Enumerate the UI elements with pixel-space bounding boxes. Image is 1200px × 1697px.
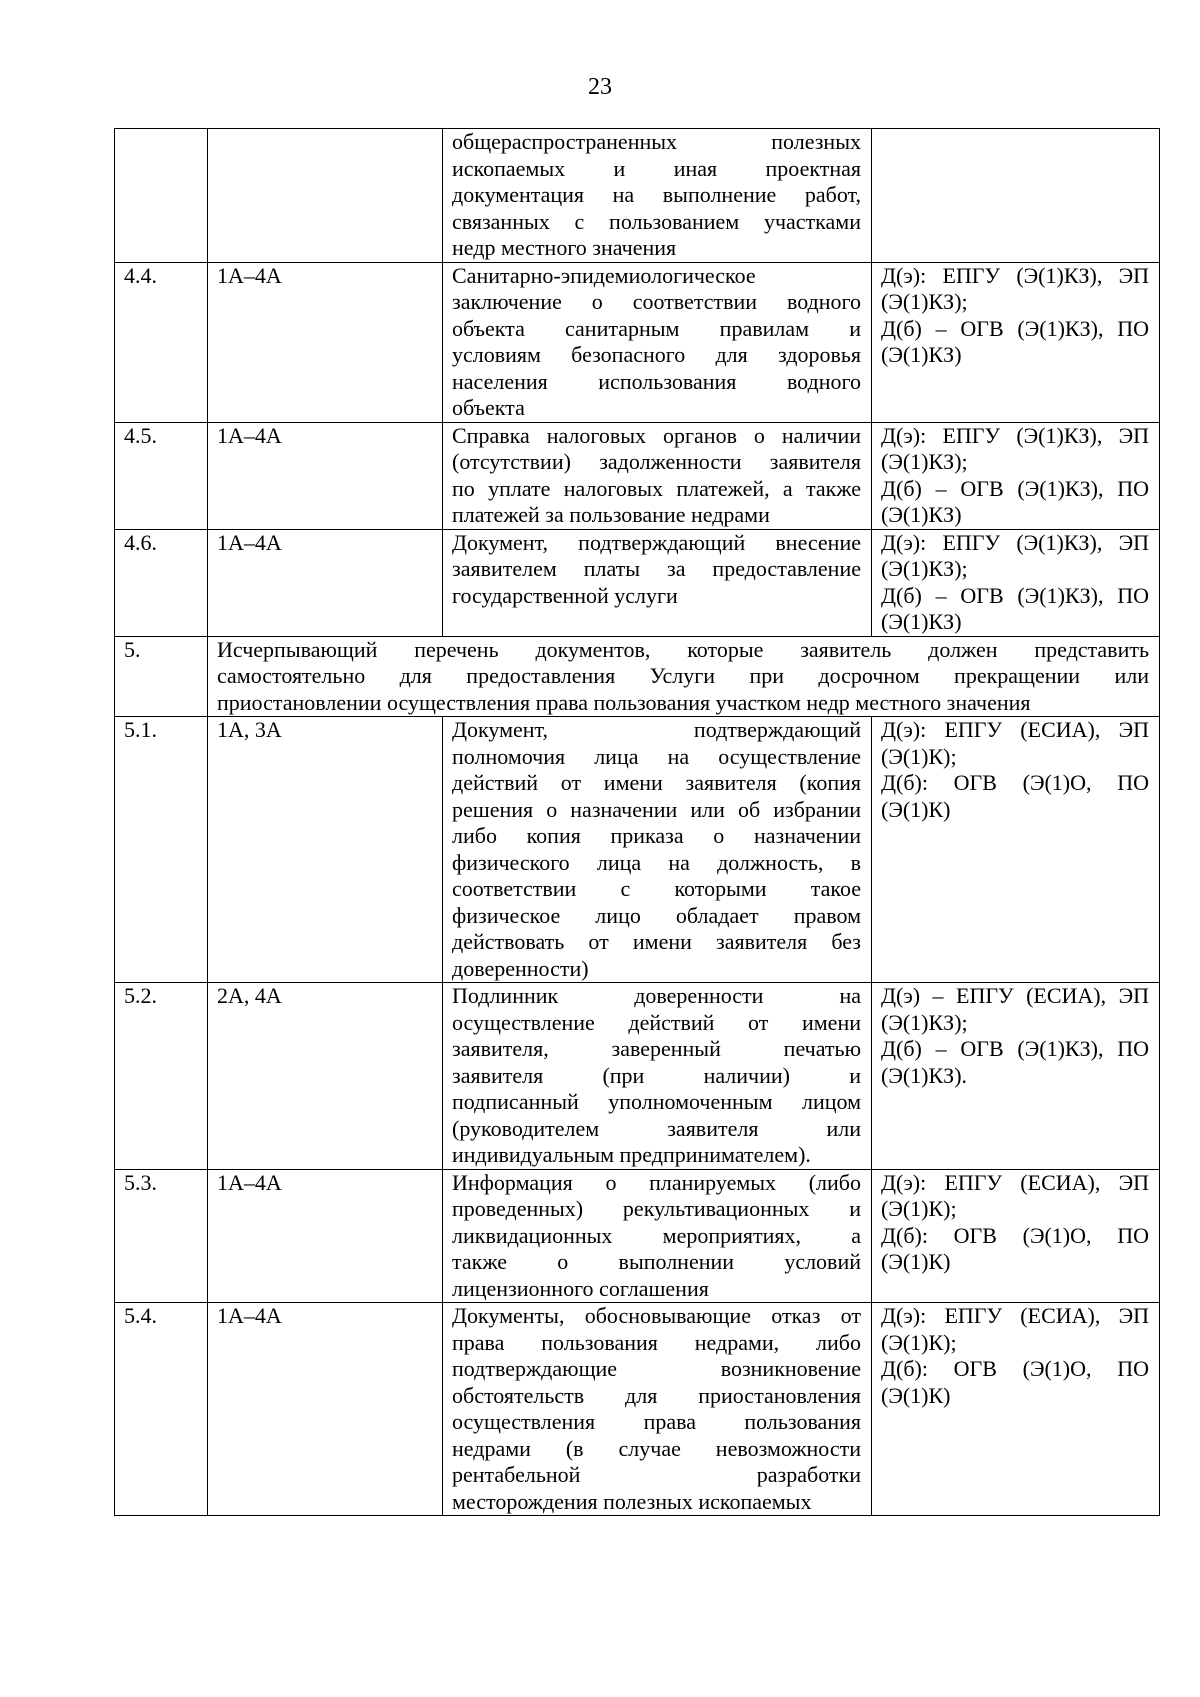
submission-method-line: Д(б) – ОГВ (Э(1)КЗ), ПО bbox=[881, 315, 1149, 341]
document-name-line: индивидуальным предпринимателем). bbox=[452, 1142, 811, 1167]
applicant-category-cell: 1А–4А bbox=[208, 1303, 443, 1516]
row-number-cell bbox=[115, 129, 208, 263]
applicant-category-cell: 1А–4А bbox=[208, 1169, 443, 1303]
document-name-line: недрами (в случае невозможности bbox=[452, 1435, 861, 1461]
section-header-row bbox=[115, 636, 1160, 717]
table-row bbox=[115, 529, 1160, 636]
document-name-line: Информация о планируемых (либо bbox=[452, 1169, 861, 1195]
submission-method-cell bbox=[872, 717, 1160, 983]
section-title-line: приостановлении осуществления права пользования участком недр местного значения bbox=[217, 689, 1031, 715]
document-name-line: рентабельной разработки bbox=[452, 1462, 861, 1487]
document-name-line: действий от имени заявителя (копия bbox=[452, 770, 861, 795]
document-name-line: Документы, обосновывающие отказ от bbox=[452, 1303, 861, 1328]
submission-method-cell bbox=[872, 262, 1160, 422]
submission-method-line: (Э(1)КЗ); bbox=[881, 556, 968, 581]
table-row bbox=[115, 1303, 1160, 1516]
row-number-cell: 4.4. bbox=[115, 262, 208, 422]
document-name-line: физическое лицо обладает правом bbox=[452, 902, 861, 928]
document-name-line: по уплате налоговых платежей, а также bbox=[452, 475, 861, 501]
submission-method-cell bbox=[872, 529, 1160, 636]
applicant-category-cell: 1А–4А bbox=[208, 262, 443, 422]
section-title-cell bbox=[208, 636, 1160, 717]
submission-method-line: (Э(1)КЗ); bbox=[881, 449, 968, 474]
document-name-line: обстоятельств для приостановления bbox=[452, 1382, 861, 1408]
row-number-cell: 5.1. bbox=[115, 717, 208, 983]
document-name-cell bbox=[443, 129, 872, 263]
applicant-category-cell bbox=[208, 129, 443, 263]
submission-method-line: Д(б): ОГВ (Э(1)О, ПО bbox=[881, 1356, 1149, 1381]
section-title-line: Исчерпывающий перечень документов, которые заявитель должен представить bbox=[217, 636, 1149, 662]
applicant-category-cell: 2А, 4А bbox=[208, 983, 443, 1170]
applicant-category-cell: 1А–4А bbox=[208, 422, 443, 529]
document-name-line: Санитарно-эпидемиологическое bbox=[452, 262, 756, 288]
table-row bbox=[115, 717, 1160, 983]
document-name-line: соответствии с которыми такое bbox=[452, 876, 861, 901]
document-name-line: осуществление действий от имени bbox=[452, 1009, 861, 1035]
submission-method-line: (Э(1)К) bbox=[881, 1382, 951, 1408]
document-name-cell bbox=[443, 1169, 872, 1303]
document-name-line: полномочия лица на осуществление bbox=[452, 743, 861, 769]
documents-table bbox=[114, 128, 1160, 1516]
submission-method-line: (Э(1)КЗ); bbox=[881, 1009, 968, 1035]
row-number-cell: 5.4. bbox=[115, 1303, 208, 1516]
submission-method-line: (Э(1)КЗ) bbox=[881, 342, 962, 367]
document-name-cell bbox=[443, 983, 872, 1170]
document-name-cell bbox=[443, 529, 872, 636]
document-name-line: платежей за пользование недрами bbox=[452, 502, 770, 527]
submission-method-line: Д(э): ЕПГУ (Э(1)КЗ), ЭП bbox=[881, 529, 1149, 555]
document-name-line: заявителя (при наличии) и bbox=[452, 1062, 861, 1088]
document-name-line: Документ, подтверждающий внесение bbox=[452, 529, 861, 555]
submission-method-line: (Э(1)К); bbox=[881, 1329, 957, 1355]
submission-method-line: Д(б): ОГВ (Э(1)О, ПО bbox=[881, 1222, 1149, 1248]
document-name-line: Справка налоговых органов о наличии bbox=[452, 422, 861, 448]
document-name-line: ископаемых и иная проектная bbox=[452, 155, 861, 181]
document-name-line: недр местного значения bbox=[452, 235, 677, 260]
row-number-cell: 5.3. bbox=[115, 1169, 208, 1303]
submission-method-line: Д(э): ЕПГУ (ЕСИА), ЭП bbox=[881, 717, 1149, 742]
document-name-line: общераспространенных полезных bbox=[452, 129, 861, 154]
submission-method-line: Д(э): ЕПГУ (Э(1)КЗ), ЭП bbox=[881, 422, 1149, 448]
document-name-line: государственной услуги bbox=[452, 582, 678, 608]
document-name-line: Подлинник доверенности на bbox=[452, 983, 861, 1008]
document-name-line: лицензионного соглашения bbox=[452, 1275, 709, 1301]
submission-method-cell bbox=[872, 1303, 1160, 1516]
document-name-line: подтверждающие возникновение bbox=[452, 1356, 861, 1381]
submission-method-line: Д(б) – ОГВ (Э(1)КЗ), ПО bbox=[881, 1036, 1149, 1061]
submission-method-line: (Э(1)К) bbox=[881, 796, 951, 822]
submission-method-cell bbox=[872, 422, 1160, 529]
document-name-line: месторождения полезных ископаемых bbox=[452, 1488, 812, 1514]
document-name-line: также о выполнении условий bbox=[452, 1249, 861, 1274]
document-name-cell bbox=[443, 717, 872, 983]
document-name-line: документация на выполнение работ, bbox=[452, 182, 861, 207]
document-name-line: связанных с пользованием участками bbox=[452, 208, 861, 234]
applicant-category-cell: 1А, 3А bbox=[208, 717, 443, 983]
document-name-line: доверенности) bbox=[452, 955, 589, 981]
table-row bbox=[115, 1169, 1160, 1303]
document-name-line: Документ, подтверждающий bbox=[452, 717, 861, 742]
submission-method-line: Д(б): ОГВ (Э(1)О, ПО bbox=[881, 770, 1149, 795]
document-name-line: условиям безопасного для здоровья bbox=[452, 342, 861, 367]
document-name-line: (руководителем заявителя или bbox=[452, 1115, 861, 1141]
document-name-cell bbox=[443, 422, 872, 529]
document-name-line: заявителем платы за предоставление bbox=[452, 556, 861, 581]
row-number-cell: 5. bbox=[115, 636, 208, 717]
submission-method-line: Д(б) – ОГВ (Э(1)КЗ), ПО bbox=[881, 475, 1149, 501]
document-name-line: населения использования водного bbox=[452, 368, 861, 394]
row-number-cell: 4.5. bbox=[115, 422, 208, 529]
document-name-line: заявителя, заверенный печатью bbox=[452, 1036, 861, 1061]
submission-method-cell bbox=[872, 983, 1160, 1170]
submission-method-line: Д(э) – ЕПГУ (ЕСИА), ЭП bbox=[881, 983, 1149, 1008]
row-number-cell: 5.2. bbox=[115, 983, 208, 1170]
document-name-line: объекта санитарным правилам и bbox=[452, 315, 861, 341]
submission-method-line: Д(э): ЕПГУ (ЕСИА), ЭП bbox=[881, 1169, 1149, 1195]
document-name-line: решения о назначении или об избрании bbox=[452, 796, 861, 822]
document-name-line: осуществления права пользования bbox=[452, 1409, 861, 1434]
submission-method-line: Д(б) – ОГВ (Э(1)КЗ), ПО bbox=[881, 582, 1149, 608]
table-row bbox=[115, 129, 1160, 263]
table-row bbox=[115, 262, 1160, 422]
submission-method-cell bbox=[872, 1169, 1160, 1303]
submission-method-line: (Э(1)К); bbox=[881, 743, 957, 769]
row-number-cell: 4.6. bbox=[115, 529, 208, 636]
table-row bbox=[115, 983, 1160, 1170]
applicant-category-cell: 1А–4А bbox=[208, 529, 443, 636]
submission-method-line: Д(э): ЕПГУ (Э(1)КЗ), ЭП bbox=[881, 262, 1149, 288]
submission-method-line: Д(э): ЕПГУ (ЕСИА), ЭП bbox=[881, 1303, 1149, 1328]
submission-method-cell bbox=[872, 129, 1160, 263]
document-name-line: действовать от имени заявителя без bbox=[452, 929, 861, 954]
document-name-line: либо копия приказа о назначении bbox=[452, 823, 861, 848]
submission-method-line: (Э(1)КЗ). bbox=[881, 1062, 968, 1088]
document-name-line: физического лица на должность, в bbox=[452, 849, 861, 875]
section-title-line: самостоятельно для предоставления Услуги при досрочном прекращении или bbox=[217, 663, 1149, 688]
document-name-line: ликвидационных мероприятиях, а bbox=[452, 1222, 861, 1248]
document-name-cell bbox=[443, 1303, 872, 1516]
document-name-cell bbox=[443, 262, 872, 422]
submission-method-line: (Э(1)КЗ) bbox=[881, 609, 962, 634]
table-row bbox=[115, 422, 1160, 529]
document-name-line: заключение о соответствии водного bbox=[452, 289, 861, 314]
table-body bbox=[115, 129, 1160, 1516]
submission-method-line: (Э(1)К); bbox=[881, 1196, 957, 1221]
document-name-line: права пользования недрами, либо bbox=[452, 1329, 861, 1355]
page-number: 23 bbox=[588, 74, 612, 100]
submission-method-line: (Э(1)КЗ) bbox=[881, 502, 962, 527]
submission-method-line: (Э(1)К) bbox=[881, 1249, 951, 1274]
submission-method-line: (Э(1)КЗ); bbox=[881, 289, 968, 314]
document-name-line: (отсутствии) задолженности заявителя bbox=[452, 449, 861, 474]
document-name-line: проведенных) рекультивационных и bbox=[452, 1196, 861, 1221]
document-name-line: подписанный уполномоченным лицом bbox=[452, 1089, 861, 1114]
document-name-line: объекта bbox=[452, 395, 525, 420]
